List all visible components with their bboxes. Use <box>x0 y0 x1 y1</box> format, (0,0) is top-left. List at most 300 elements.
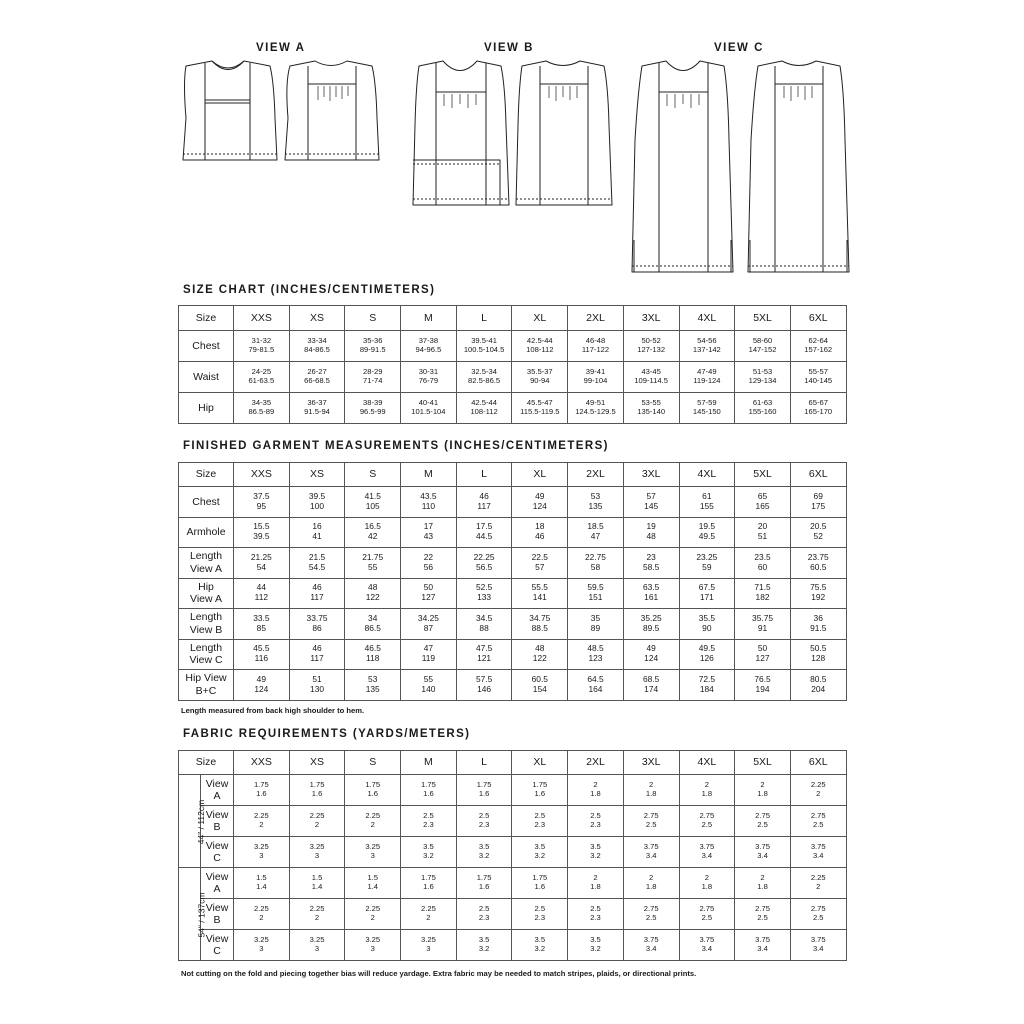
table-cell <box>679 639 735 670</box>
table-cell <box>790 868 846 899</box>
table-cell <box>289 930 345 961</box>
table-cell <box>401 775 457 806</box>
row-label-line-0: View <box>205 808 229 821</box>
cell-line-0: 49 <box>646 643 656 654</box>
size-header-4xl: 4XL <box>679 751 735 775</box>
cell-line-0: 3.75 <box>699 842 715 852</box>
table-cell <box>623 868 679 899</box>
cell-line-0: 1.75 <box>253 780 269 790</box>
table-cell <box>735 899 791 930</box>
fabric-width-group <box>179 868 207 961</box>
table-cell <box>345 837 401 868</box>
view-c-label: VIEW C <box>714 42 764 54</box>
cell-line-0: 1.75 <box>365 780 381 790</box>
cell-line-0: 47.5 <box>475 643 493 654</box>
cell-line-1: 124.5-129.5 <box>575 407 616 416</box>
table-cell <box>512 393 568 424</box>
cell-line-0: 34-35 <box>251 398 272 408</box>
cell-line-1: 155 <box>699 500 714 511</box>
cell-line-1: 54.5 <box>308 561 326 572</box>
cell-line-1: 1.6 <box>534 789 546 798</box>
size-header-l: L <box>456 306 512 331</box>
finished-row <box>179 609 847 640</box>
size-header-xl: XL <box>512 306 568 331</box>
table-cell <box>735 930 791 961</box>
finished-measurements-table <box>178 462 847 701</box>
table-cell <box>512 578 568 609</box>
row-label-line-1: B+C <box>195 684 217 697</box>
cell-line-1: 171 <box>699 592 714 603</box>
cell-line-1: 59 <box>702 561 712 572</box>
cell-line-1: 56.5 <box>475 561 493 572</box>
cell-line-1: 135-140 <box>637 407 666 416</box>
cell-line-1: 46 <box>535 531 545 542</box>
table-cell <box>623 670 679 701</box>
cell-line-0: 55 <box>423 673 434 684</box>
row-label-line-0: Hip <box>198 580 214 593</box>
cell-line-0: 2.75 <box>755 811 770 821</box>
cell-line-1: 119 <box>421 653 436 664</box>
table-cell <box>735 487 791 518</box>
cell-line-1: 1.6 <box>478 882 490 891</box>
table-cell <box>735 393 791 424</box>
fabric-row <box>179 806 847 837</box>
table-cell <box>401 578 457 609</box>
cell-line-0: 57.5 <box>475 673 493 684</box>
cell-line-1: 2 <box>314 820 320 829</box>
cell-line-0: 63.5 <box>643 582 660 593</box>
cell-line-0: 2.25 <box>309 811 325 821</box>
table-cell <box>735 609 791 640</box>
cell-line-0: 21.5 <box>308 551 326 562</box>
table-cell <box>735 806 791 837</box>
cell-line-0: 37.5 <box>253 490 270 501</box>
size-header-m: M <box>401 463 457 487</box>
fabric-requirements-note: Not cutting on the fold and piecing together bias will reduce yardage. Extra fabric may be needed to match stripes, plaids, or directional prints. <box>181 969 697 978</box>
cell-line-0: 3.25 <box>421 935 436 945</box>
cell-line-1: 61-63.5 <box>248 376 275 385</box>
table-cell <box>234 578 290 609</box>
fabric-width-label: 54" / 137cm <box>196 892 207 938</box>
cell-line-1: 89-91.5 <box>359 345 386 354</box>
cell-line-0: 23.25 <box>696 551 718 562</box>
size-header-m: M <box>401 751 457 775</box>
table-cell <box>568 930 624 961</box>
cell-line-1: 154 <box>532 683 547 694</box>
cell-line-0: 2.5 <box>478 811 490 821</box>
row-label: Hip <box>179 393 234 424</box>
fabric-row <box>179 930 847 961</box>
cell-line-0: 3.5 <box>590 842 601 852</box>
cell-line-1: 2.5 <box>757 913 768 922</box>
table-cell <box>345 775 401 806</box>
row-label-line-0: View <box>205 932 229 945</box>
cell-line-0: 42.5-44 <box>471 398 497 408</box>
cell-line-1: 105 <box>365 500 380 511</box>
row-label-line-1: A <box>213 883 221 895</box>
cell-line-1: 118 <box>366 653 380 664</box>
fabric-row <box>179 899 847 930</box>
table-cell <box>735 517 791 548</box>
cell-line-1: 1.8 <box>590 789 601 798</box>
cell-line-1: 3.2 <box>423 851 434 860</box>
cell-line-1: 147-152 <box>748 345 777 354</box>
fabric-requirements-table <box>178 750 847 961</box>
cell-line-1: 1.4 <box>256 882 267 891</box>
cell-line-0: 47-49 <box>697 367 717 377</box>
cell-line-0: 2.75 <box>699 811 715 821</box>
size-header-l: L <box>456 751 512 775</box>
cell-line-0: 48 <box>368 582 378 593</box>
table-cell <box>456 487 512 518</box>
finished-row <box>179 639 847 670</box>
cell-line-1: 184 <box>699 683 714 694</box>
cell-line-0: 48 <box>535 643 545 654</box>
table-cell <box>456 670 512 701</box>
table-cell <box>234 548 290 579</box>
cell-line-0: 1.75 <box>532 873 548 883</box>
cell-line-1: 52 <box>813 531 823 542</box>
size-header-s: S <box>345 463 401 487</box>
table-cell <box>623 578 679 609</box>
cell-line-1: 115.5-119.5 <box>520 407 560 416</box>
table-cell <box>456 775 512 806</box>
row-label-line-0: View <box>205 777 229 790</box>
table-cell <box>735 578 791 609</box>
table-cell <box>679 331 735 362</box>
cell-line-1: 194 <box>755 683 770 694</box>
table-cell <box>456 837 512 868</box>
table-cell <box>456 639 512 670</box>
cell-line-0: 30-31 <box>418 367 439 377</box>
cell-line-1: 174 <box>644 683 659 694</box>
fabric-row <box>179 868 847 899</box>
cell-line-0: 36-37 <box>307 398 327 408</box>
cell-line-1: 135 <box>365 683 380 694</box>
cell-line-0: 3.75 <box>810 842 826 852</box>
table-cell <box>568 670 624 701</box>
table-cell <box>735 362 791 393</box>
cell-line-1: 90-94 <box>530 376 550 385</box>
table-cell <box>790 899 846 930</box>
table-cell <box>289 837 345 868</box>
cell-line-1: 51 <box>757 531 768 542</box>
table-cell <box>790 331 846 362</box>
header-size-label: Size <box>179 306 234 331</box>
table-cell <box>512 899 568 930</box>
table-cell <box>623 548 679 579</box>
size-header-3xl: 3XL <box>623 306 679 331</box>
table-cell <box>456 899 512 930</box>
cell-line-0: 2 <box>593 873 598 883</box>
cell-line-0: 76.5 <box>754 673 771 684</box>
row-label-line-0: Length <box>189 550 223 563</box>
cell-line-1: 2 <box>259 820 264 829</box>
size-header-xl: XL <box>512 751 568 775</box>
table-cell <box>234 393 290 424</box>
table-cell <box>735 837 791 868</box>
cell-line-0: 23.75 <box>807 551 829 562</box>
table-cell <box>790 837 846 868</box>
cell-line-1: 89.5 <box>643 622 660 633</box>
fabric-requirements-title: FABRIC REQUIREMENTS (YARDS/METERS) <box>183 728 471 740</box>
cell-line-0: 59.5 <box>587 582 604 593</box>
cell-line-1: 161 <box>644 592 659 603</box>
row-label-line-0: Chest <box>192 495 220 508</box>
size-header-2xl: 2XL <box>568 751 624 775</box>
header-row <box>179 751 847 775</box>
cell-line-1: 108-112 <box>526 345 554 354</box>
cell-line-1: 94-96.5 <box>415 345 442 354</box>
cell-line-0: 3.25 <box>365 935 381 945</box>
size-chart-row <box>179 362 847 393</box>
size-header-xs: XS <box>289 463 345 487</box>
cell-line-0: 3.5 <box>534 842 546 852</box>
table-cell <box>289 899 345 930</box>
table-cell <box>401 548 457 579</box>
cell-line-1: 2.5 <box>645 913 657 922</box>
table-cell <box>568 578 624 609</box>
size-chart-row <box>179 393 847 424</box>
cell-line-1: 182 <box>755 592 770 603</box>
cell-line-0: 34.5 <box>475 612 493 623</box>
cell-line-0: 1.75 <box>532 780 548 790</box>
cell-line-1: 135 <box>588 500 603 511</box>
table-cell <box>456 548 512 579</box>
table-cell <box>679 868 735 899</box>
cell-line-1: 130 <box>310 683 325 694</box>
cell-line-0: 2 <box>593 780 598 790</box>
cell-line-0: 3.75 <box>643 935 659 945</box>
table-cell <box>401 806 457 837</box>
row-label-line-0: View <box>205 901 229 914</box>
cell-line-1: 91 <box>757 622 768 633</box>
table-cell <box>456 930 512 961</box>
table-cell <box>289 517 345 548</box>
cell-line-0: 3.5 <box>423 842 434 852</box>
cell-line-0: 39.5 <box>308 490 326 501</box>
table-cell <box>679 899 735 930</box>
cell-line-0: 49.5 <box>698 643 715 654</box>
table-cell <box>234 517 290 548</box>
row-label-line-0: Hip View <box>185 672 227 685</box>
row-label-line-1: View A <box>190 593 222 606</box>
cell-line-1: 3 <box>259 944 264 953</box>
cell-line-0: 46 <box>312 643 322 654</box>
header-row <box>179 463 847 487</box>
cell-line-0: 80.5 <box>810 673 827 684</box>
cell-line-0: 23 <box>646 551 656 562</box>
table-cell <box>735 331 791 362</box>
cell-line-0: 58-60 <box>752 336 773 346</box>
cell-line-0: 53 <box>368 673 378 684</box>
table-cell <box>345 578 401 609</box>
cell-line-0: 55-57 <box>808 367 828 377</box>
cell-line-1: 89 <box>590 622 601 633</box>
cell-line-0: 3.25 <box>309 935 325 945</box>
table-cell <box>456 578 512 609</box>
cell-line-0: 62-64 <box>808 336 828 346</box>
size-header-5xl: 5XL <box>735 306 791 331</box>
cell-line-0: 45.5-47 <box>526 398 553 408</box>
size-header-xs: XS <box>289 306 345 331</box>
size-header-xxs: XXS <box>234 463 290 487</box>
cell-line-0: 2 <box>760 873 765 883</box>
size-header-6xl: 6XL <box>790 751 846 775</box>
row-label-line-0: Length <box>189 641 223 654</box>
cell-line-0: 50-52 <box>641 336 661 346</box>
finished-row <box>179 487 847 518</box>
finished-row <box>179 670 847 701</box>
cell-line-1: 119-124 <box>693 376 721 385</box>
cell-line-1: 145 <box>644 500 659 511</box>
finished-row <box>179 517 847 548</box>
table-cell <box>790 670 846 701</box>
table-cell <box>401 609 457 640</box>
cell-line-1: 204 <box>811 683 826 694</box>
cell-line-0: 2.5 <box>590 904 601 914</box>
table-cell <box>623 487 679 518</box>
cell-line-1: 87 <box>423 622 434 633</box>
table-cell <box>790 578 846 609</box>
cell-line-0: 1.5 <box>256 873 267 883</box>
cell-line-0: 3.75 <box>699 935 715 945</box>
cell-line-1: 60 <box>757 561 768 572</box>
cell-line-1: 2 <box>259 913 264 922</box>
cell-line-1: 86.5 <box>364 622 381 633</box>
cell-line-0: 3.25 <box>365 842 381 852</box>
table-cell <box>568 775 624 806</box>
row-label-line-1: A <box>213 790 221 802</box>
cell-line-1: 1.4 <box>367 882 378 891</box>
cell-line-1: 117-122 <box>581 345 610 354</box>
table-cell <box>401 837 457 868</box>
cell-line-1: 100.5-104.5 <box>463 345 505 354</box>
cell-line-0: 35.25 <box>640 612 662 623</box>
view-c-front-illustration <box>632 61 733 272</box>
cell-line-1: 2.3 <box>478 913 490 922</box>
row-label-line-1: B <box>213 821 221 833</box>
cell-line-0: 51-53 <box>752 367 773 377</box>
table-cell <box>568 868 624 899</box>
table-cell <box>735 639 791 670</box>
cell-line-0: 57-59 <box>697 398 717 408</box>
table-cell <box>456 609 512 640</box>
cell-line-0: 35.75 <box>752 612 774 623</box>
cell-line-1: 1.8 <box>645 882 657 891</box>
cell-line-1: 116 <box>254 653 269 664</box>
cell-line-1: 3 <box>259 851 264 860</box>
cell-line-1: 1.6 <box>534 882 546 891</box>
cell-line-0: 60.5 <box>531 673 548 684</box>
table-cell <box>345 899 401 930</box>
cell-line-0: 2.25 <box>309 904 325 914</box>
cell-line-0: 33.5 <box>253 612 270 623</box>
cell-line-1: 3.4 <box>645 851 657 860</box>
cell-line-1: 141 <box>532 592 547 603</box>
cell-line-0: 2 <box>704 873 709 883</box>
table-cell <box>790 806 846 837</box>
cell-line-0: 55.5 <box>531 582 548 593</box>
cell-line-0: 39.5-41 <box>471 336 497 346</box>
cell-line-0: 50.5 <box>810 643 827 654</box>
cell-line-1: 129-134 <box>748 376 777 385</box>
cell-line-1: 2 <box>314 913 320 922</box>
cell-line-0: 1.75 <box>421 873 436 883</box>
table-cell <box>401 639 457 670</box>
cell-line-0: 22.75 <box>584 551 606 562</box>
table-cell <box>568 487 624 518</box>
cell-line-0: 2.25 <box>253 811 269 821</box>
cell-line-0: 71.5 <box>754 582 771 593</box>
cell-line-0: 57 <box>646 490 656 501</box>
table-cell <box>345 393 401 424</box>
table-cell <box>679 806 735 837</box>
cell-line-0: 2.5 <box>534 811 546 821</box>
cell-line-1: 108-112 <box>470 407 498 416</box>
table-cell <box>401 868 457 899</box>
cell-line-0: 3.25 <box>253 935 269 945</box>
fabric-width-group <box>179 775 207 868</box>
garment-illustrations <box>0 0 1024 290</box>
table-cell <box>512 517 568 548</box>
table-cell <box>345 487 401 518</box>
cell-line-0: 35-36 <box>363 336 383 346</box>
cell-line-1: 90 <box>702 622 712 633</box>
size-chart-table <box>178 305 847 424</box>
table-cell <box>401 517 457 548</box>
size-header-xl: XL <box>512 463 568 487</box>
table-cell <box>679 837 735 868</box>
cell-line-1: 58 <box>590 561 601 572</box>
table-cell <box>456 806 512 837</box>
cell-line-0: 65-67 <box>808 398 828 408</box>
row-label-line-0: View <box>205 870 229 883</box>
row-label <box>179 670 234 701</box>
cell-line-1: 39.5 <box>253 531 270 542</box>
cell-line-1: 2.5 <box>645 820 657 829</box>
cell-line-1: 3.2 <box>590 944 601 953</box>
table-cell <box>679 548 735 579</box>
cell-line-1: 122 <box>532 653 547 664</box>
view-b-back-illustration <box>516 61 612 205</box>
cell-line-0: 46 <box>312 582 322 593</box>
cell-line-1: 49.5 <box>698 531 715 542</box>
cell-line-0: 50 <box>757 643 768 654</box>
row-label <box>179 639 234 670</box>
cell-line-1: 1.6 <box>423 882 434 891</box>
row-label-line-1: C <box>213 945 221 957</box>
cell-line-1: 58.5 <box>643 561 660 572</box>
table-cell <box>790 930 846 961</box>
cell-line-0: 18.5 <box>587 521 604 532</box>
cell-line-1: 1.8 <box>645 789 657 798</box>
cell-line-0: 43.5 <box>420 490 437 501</box>
cell-line-1: 3 <box>314 944 320 953</box>
table-cell <box>790 548 846 579</box>
table-cell <box>512 609 568 640</box>
cell-line-1: 2.5 <box>812 913 824 922</box>
cell-line-0: 45.5 <box>253 643 270 654</box>
cell-line-1: 1.6 <box>256 789 267 798</box>
fabric-row <box>179 775 847 806</box>
cell-line-0: 65 <box>757 490 768 501</box>
cell-line-0: 35.5-37 <box>526 367 553 377</box>
cell-line-0: 39-41 <box>585 367 606 377</box>
row-label <box>179 517 234 548</box>
cell-line-1: 91.5-94 <box>304 407 330 416</box>
cell-line-0: 24-25 <box>251 367 272 377</box>
